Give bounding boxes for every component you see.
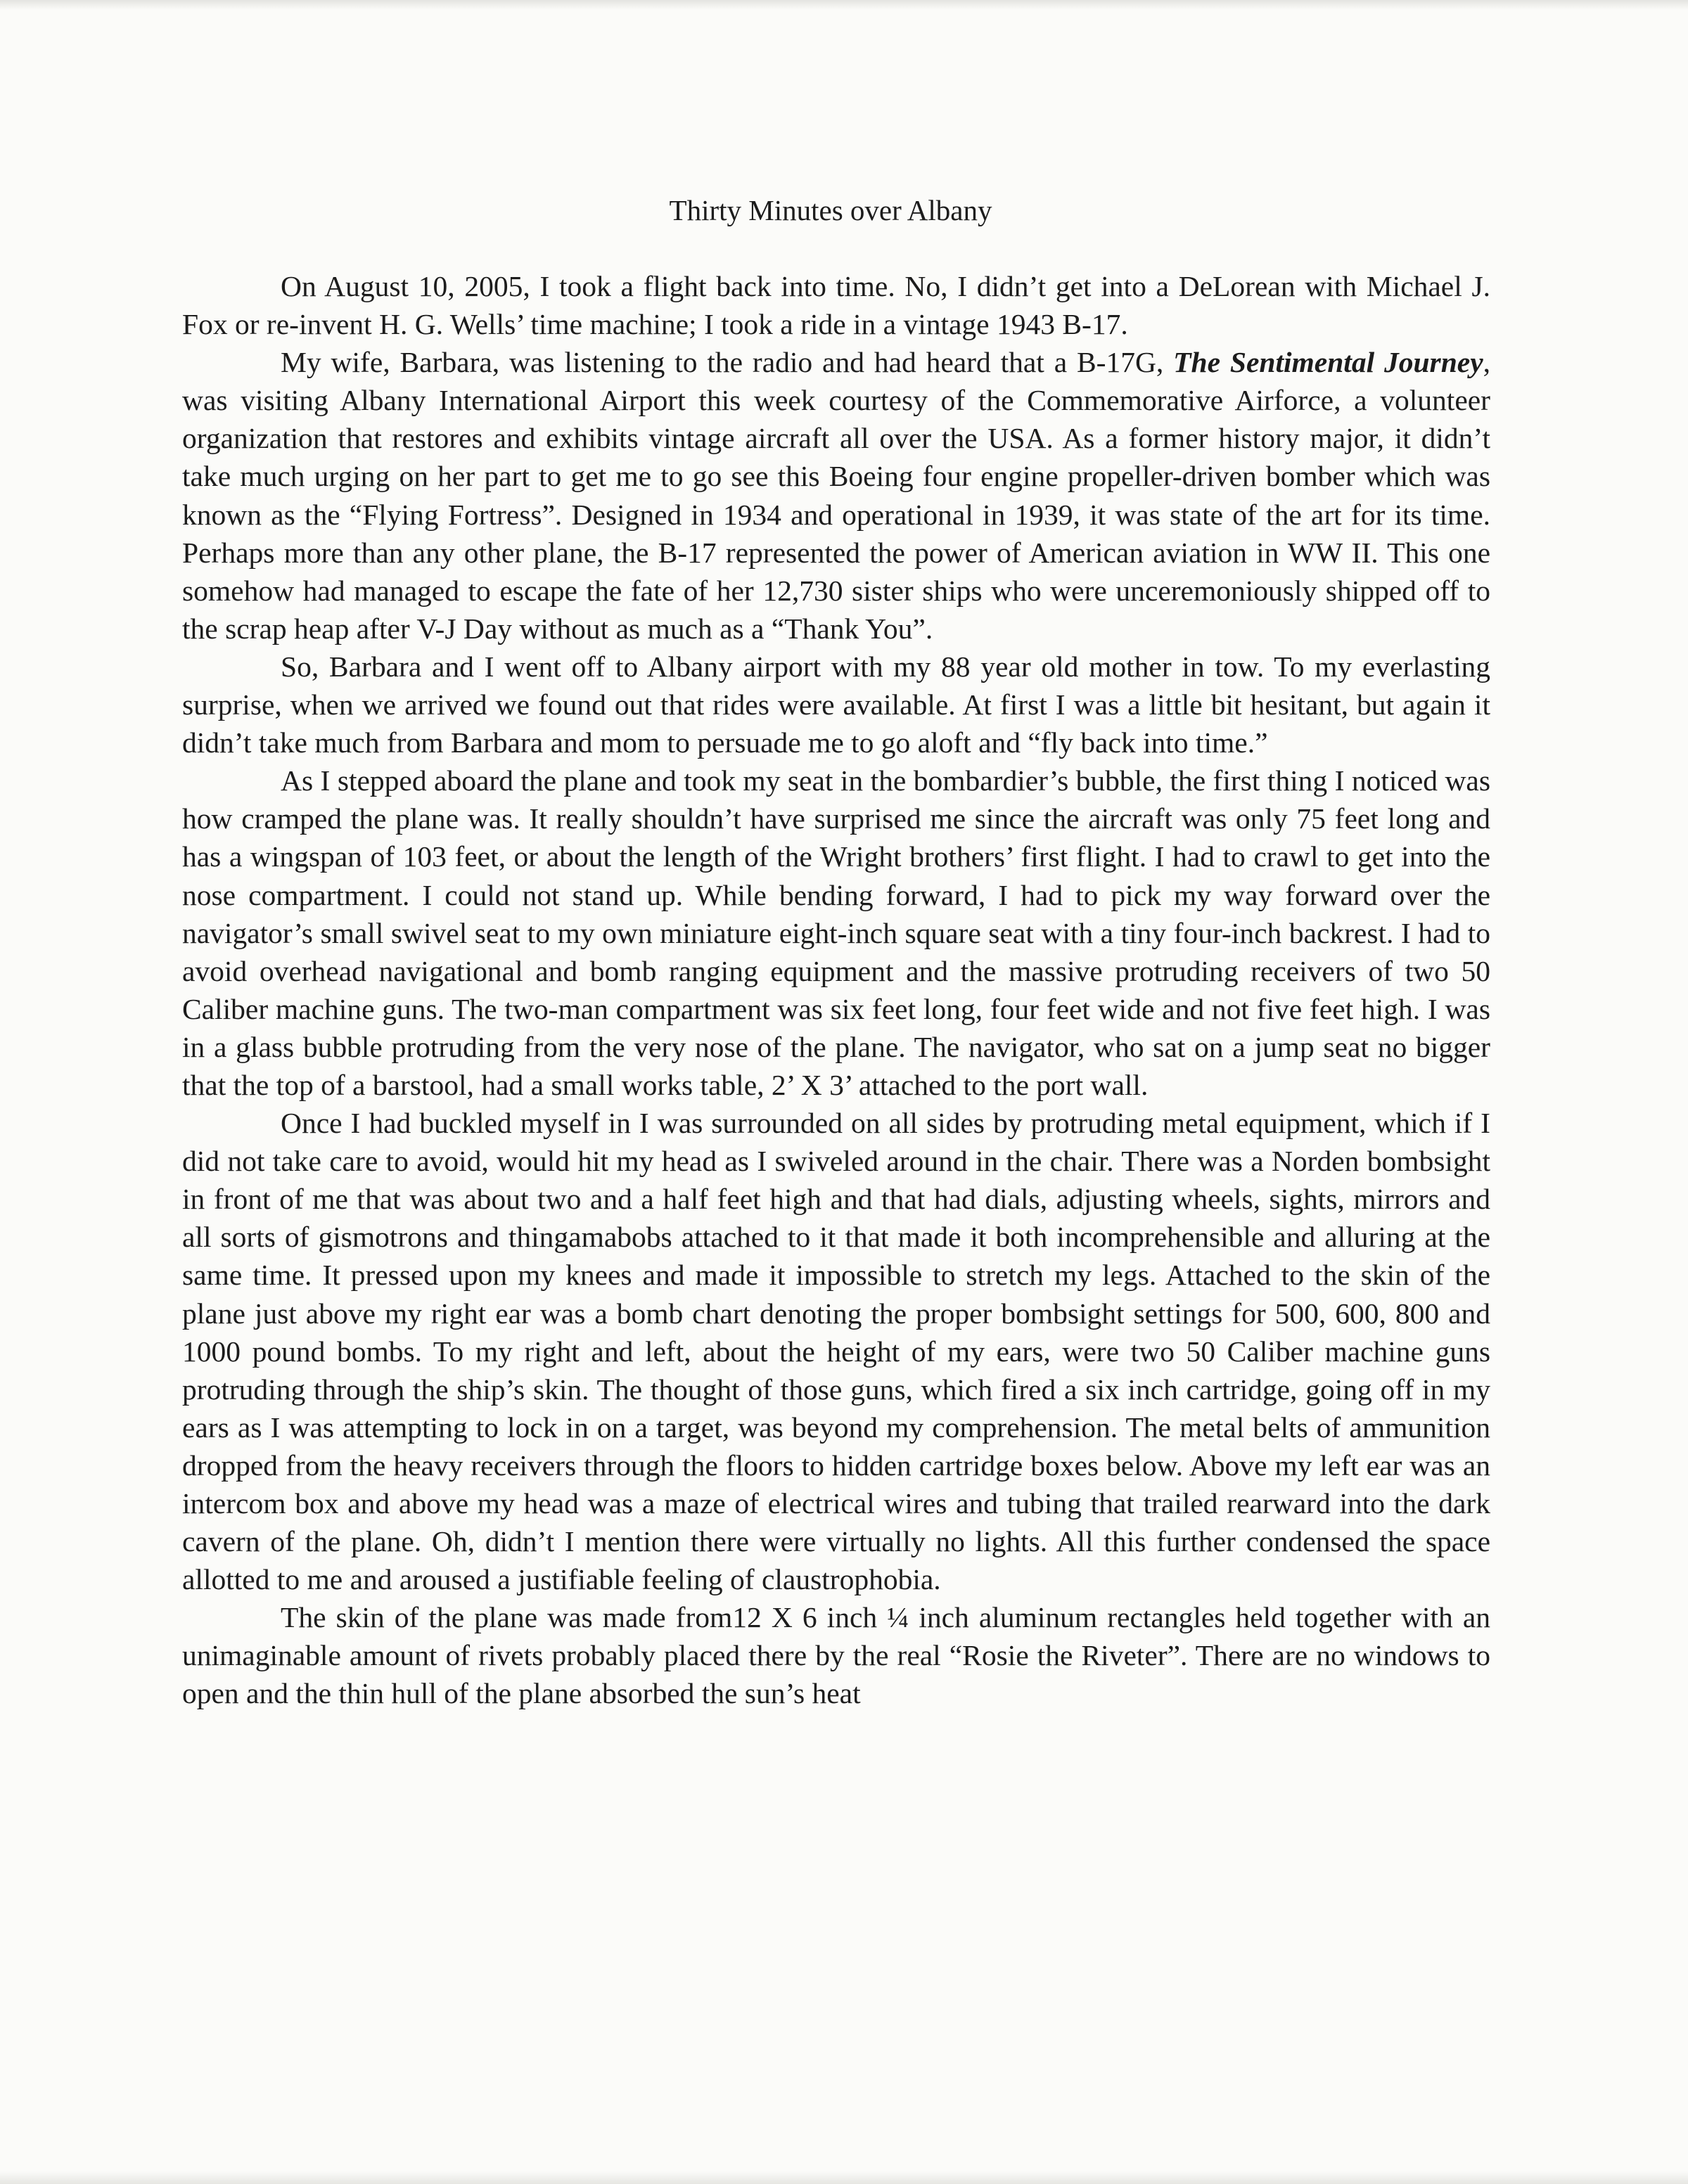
paragraph-text: My wife, Barbara, was listening to the radio and had heard that a B-17G,: [281, 346, 1174, 379]
paragraph-text: As I stepped aboard the plane and took my seat in the bombardier’s bubble, the first thing I noticed was how cramped the plane was. It really shouldn’t have surprised me since the aircraft was only 75 feet long and has a wingspan of 103 feet, or about the length of the Wright brothers’ first flight. I had to crawl to get into the nose compartment. I could not stand up. While bending forward, I had to pick my way forward over the navigator’s small swivel seat to my own miniature eight-inch square seat with a tiny four-inch backrest. I had to avoid overhead navigational and bomb ranging equipment and the massive protruding receivers of two 50 Caliber machine guns. The two-man compartment was six feet long, four feet wide and not five feet high. I was in a glass bubble protruding from the very nose of the plane. The navigator, who sat on a jump seat no bigger that the top of a barstool, had a small works table, 2’ X 3’ attached to the port wall.: [182, 764, 1490, 1101]
paragraph-5: [182, 1104, 1490, 1598]
paragraph-text: Once I had buckled myself in I was surrounded on all sides by protruding metal equipment, which if I did not take care to avoid, would hit my head as I swiveled around in the chair. There was a Norden bombsight in front of me that was about two and a half feet high and that had dials, adjusting wheels, sights, mirrors and all sorts of gismotrons and thingamabobs attached to it that made it both incomprehensible and alluring at the same time. It pressed upon my knees and made it impossible to stretch my legs. Attached to the skin of the plane just above my right ear was a bomb chart denoting the proper bombsight settings for 500, 600, 800 and 1000 pound bombs. To my right and left, about the height of my ears, were two 50 Caliber machine guns protruding through the ship’s skin. The thought of those guns, which fired a six inch cartridge, going off in my ears as I was attempting to lock in on a target, was beyond my comprehension. The metal belts of ammunition dropped from the heavy receivers through the floors to hidden cartridge boxes below. Above my left ear was an intercom box and above my head was a maze of electrical wires and tubing that trailed rearward into the dark cavern of the plane. Oh, didn’t I mention there were virtually no lights. All this further condensed the space allotted to me and aroused a justifiable feeling of claustrophobia.: [182, 1107, 1490, 1596]
paragraph-6: [182, 1598, 1490, 1712]
paragraph-1: [182, 267, 1490, 343]
paragraph-text: , was visiting Albany International Airport this week courtesy of the Commemorative Airforce, a volunteer organization that restores and exhibits vintage aircraft all over the USA. As a former history major, it didn’t take much urging on her part to get me to go see this Boeing four engine propeller-driven bomber which was known as the “Flying Fortress”. Designed in 1934 and operational in 1939, it was state of the art for its time. Perhaps more than any other plane, the B-17 represented the power of American aviation in WW II. This one somehow had managed to escape the fate of her 12,730 sister ships who were unceremoniously shipped off to the scrap heap after V-J Day without as much as a “Thank You”.: [182, 346, 1490, 645]
paragraph-4: [182, 762, 1490, 1104]
aircraft-name: The Sentimental Journey: [1173, 346, 1483, 379]
paragraph-3: [182, 648, 1490, 762]
paragraph-text: So, Barbara and I went off to Albany airport with my 88 year old mother in tow. To my everlasting surprise, when we arrived we found out that rides were available. At first I was a little bit hesitant, but again it didn’t take much from Barbara and mom to persuade me to go aloft and “fly back into time.”: [182, 650, 1490, 759]
document-title: Thirty Minutes over Albany: [669, 194, 992, 226]
document-body: [182, 267, 1490, 1713]
paragraph-text: The skin of the plane was made from12 X 6 inch ¼ inch aluminum rectangles held together with an unimaginable amount of rivets probably placed there by the real “Rosie the Riveter”. There are no windows to open and the thin hull of the plane absorbed the sun’s heat: [182, 1601, 1490, 1710]
scan-edge-top: [0, 0, 1688, 10]
paragraph-text: On August 10, 2005, I took a flight back into time. No, I didn’t get into a DeLorean with Michael J. Fox or re-invent H. G. Wells’ time machine; I took a ride in a vintage 1943 B-17.: [182, 270, 1490, 341]
paragraph-2: [182, 343, 1490, 648]
scan-edge-bottom: [0, 2171, 1688, 2184]
